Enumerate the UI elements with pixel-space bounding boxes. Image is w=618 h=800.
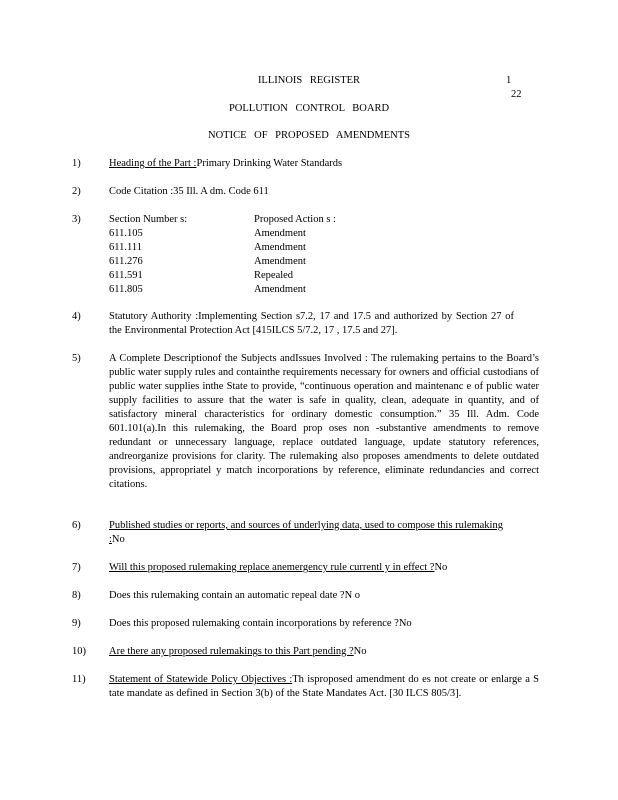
item-label: Will this proposed rulemaking replace anemergency rule currentl y in effect ? <box>109 562 435 573</box>
notice-title: NOTICE OF PROPOSED AMENDMENTS <box>208 130 410 141</box>
proposed-action: Amendment <box>254 228 306 239</box>
item-statutory-authority: Statutory Authority :Implementing Section s7.2, 17 and 17.5 and authorized by Section 27 of the Environmental Protection Act [415ILCS 5/7.2, 17 , 17.5 and 27]. <box>109 311 514 336</box>
item-label: Statement of Statewide Policy Objectives : <box>109 674 293 685</box>
item-published-studies <box>109 519 509 547</box>
item-number: 10) <box>72 646 86 657</box>
page-number-secondary: 22 <box>511 89 522 100</box>
item-text: Th isproposed amendment do es not create or enlarge a S tate mandate as defined in Section 3(b) of the State Mandates Act. [30 ILCS 805/3]. <box>109 674 539 699</box>
sections-table <box>109 213 539 297</box>
item-incorporations: Does this proposed rulemaking contain incorporations by reference ?No <box>109 618 412 629</box>
item-emergency-rule <box>109 561 539 575</box>
item-heading-of-part <box>109 157 539 171</box>
item-pending-rulemakings <box>109 645 539 659</box>
item-number: 4) <box>72 311 81 322</box>
section-number: 611.276 <box>109 256 143 267</box>
item-text: No <box>434 562 448 573</box>
item-number: 7) <box>72 562 81 573</box>
register-title: ILLINOIS REGISTER <box>257 75 361 86</box>
item-number: 1) <box>72 158 81 169</box>
board-title: POLLUTION CONTROL BOARD <box>228 103 390 114</box>
page-number: 1 <box>506 75 512 86</box>
item-complete-description: A Complete Descriptionof the Subjects andIssues Involved : The rulemaking pertains to the Board’s public water supply rules and containthe requirements necessary for owners and official custodians of public water supplies inthe State to provide, “continuous operation and maintenanc e of public water supply facilities to assure that the water is safe in quality, clean, adequate in quantity, and of satisfactory mineral characteristics for ordinary domestic consumption.” 35 Ill. Adm. Code 601.101(a).In this rulemaking, the Board prop oses non -substantive amendments to remove redundant or unnecessary language, replace outdated language, update statutory references, andreorganize provisions for clarity. The rulemaking also proposes amendments to delete outdated provisions, appropriatel y match incorporations by reference, eliminate redundancies and correct citations. <box>109 353 539 490</box>
proposed-action-header: Proposed Action s : <box>254 214 336 225</box>
proposed-action: Amendment <box>254 242 306 253</box>
item-number: 5) <box>72 353 81 364</box>
item-label: Are there any proposed rulemakings to this Part pending ? <box>109 646 354 657</box>
item-number: 11) <box>72 674 86 685</box>
item-text: Primary Drinking Water Standards <box>196 158 343 169</box>
section-number: 611.111 <box>109 242 142 253</box>
item-number: 3) <box>72 214 81 225</box>
proposed-action: Repealed <box>254 270 294 281</box>
item-code-citation: Code Citation :35 Ill. A dm. Code 611 <box>109 186 269 197</box>
proposed-action: Amendment <box>254 256 306 267</box>
item-text: No <box>353 646 367 657</box>
section-number: 611.805 <box>109 284 143 295</box>
section-number-header: Section Number s: <box>109 214 188 225</box>
item-text: No <box>111 534 125 545</box>
section-number: 611.591 <box>109 270 143 281</box>
section-number: 611.105 <box>109 228 143 239</box>
item-number: 6) <box>72 520 81 531</box>
proposed-action: Amendment <box>254 284 306 295</box>
item-label: Published studies or reports, and sources of underlying data, used to compose this rulemaking : <box>109 520 503 545</box>
item-repeal-date: Does this rulemaking contain an automatic repeal date ?N o <box>109 590 361 601</box>
item-number: 8) <box>72 590 81 601</box>
item-label: Heading of the Part : <box>109 158 197 169</box>
item-number: 2) <box>72 186 81 197</box>
item-statewide-policy <box>109 673 539 701</box>
item-number: 9) <box>72 618 81 629</box>
